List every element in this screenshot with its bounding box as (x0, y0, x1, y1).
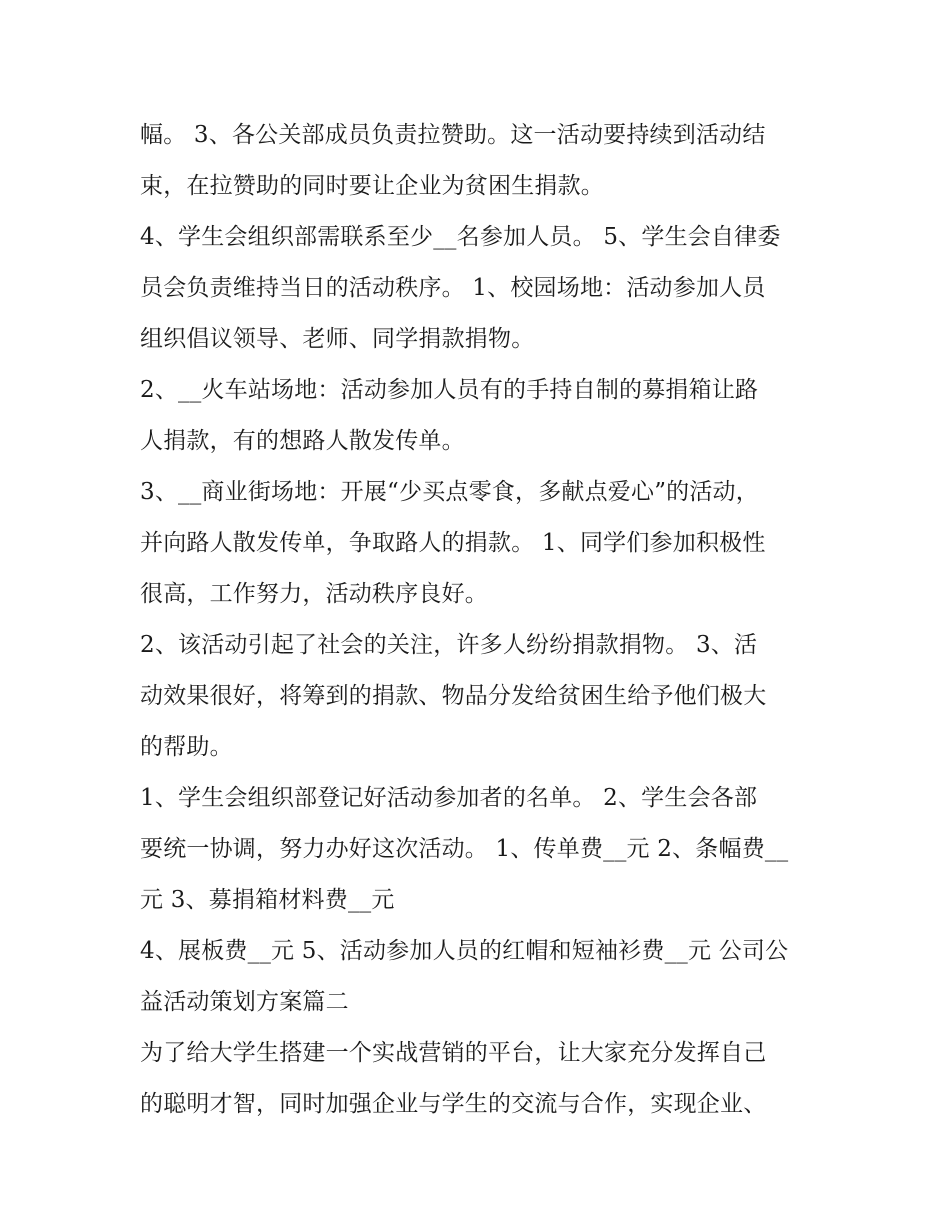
document-body (140, 110, 820, 1130)
text-line: 并向路人散发传单，争取路人的捐款。 1、同学们参加积极性 (140, 530, 766, 556)
text-line: 员会负责维持当日的活动秩序。 1、校园场地：活动参加人员 (140, 275, 766, 301)
text-line: 束，在拉赞助的同时要让企业为贫困生捐款。 (140, 173, 604, 199)
text-line: 2、该活动引起了社会的关注，许多人纷纷捐款捐物。 3、活 (140, 632, 758, 658)
text-line: 幅。 3、各公关部成员负责拉赞助。这一活动要持续到活动结 (140, 122, 766, 148)
text-line: 的聪明才智，同时加强企业与学生的交流与合作，实现企业、 (140, 1091, 767, 1117)
text-line: 很高，工作努力，活动秩序良好。 (140, 581, 488, 607)
text-line: 4、学生会组织部需联系至少__名参加人员。 5、学生会自律委 (140, 224, 781, 250)
text-line: 为了给大学生搭建一个实战营销的平台，让大家充分发挥自己 (140, 1040, 767, 1066)
text-line: 人捐款，有的想路人散发传单。 (140, 428, 465, 454)
text-line: 要统一协调，努力办好这次活动。 1、传单费__元 2、条幅费__ (140, 836, 789, 862)
text-line: 元 3、募捐箱材料费__元 (140, 887, 395, 913)
text-line: 1、学生会组织部登记好活动参加者的名单。 2、学生会各部 (140, 785, 758, 811)
text-line: 4、展板费__元 5、活动参加人员的红帽和短袖衫费__元 公司公 (140, 938, 789, 964)
text-line: 组织倡议领导、老师、同学捐款捐物。 (140, 326, 535, 352)
text-line: 的帮助。 (140, 734, 233, 760)
text-line: 动效果很好，将筹到的捐款、物品分发给贫困生给予他们极大 (140, 683, 767, 709)
text-line: 3、__商业街场地：开展“少买点零食，多献点爱心”的活动， (140, 479, 759, 505)
text-line: 益活动策划方案篇二 (140, 989, 349, 1015)
text-line: 2、__火车站场地：活动参加人员有的手持自制的募捐箱让路 (140, 377, 759, 403)
